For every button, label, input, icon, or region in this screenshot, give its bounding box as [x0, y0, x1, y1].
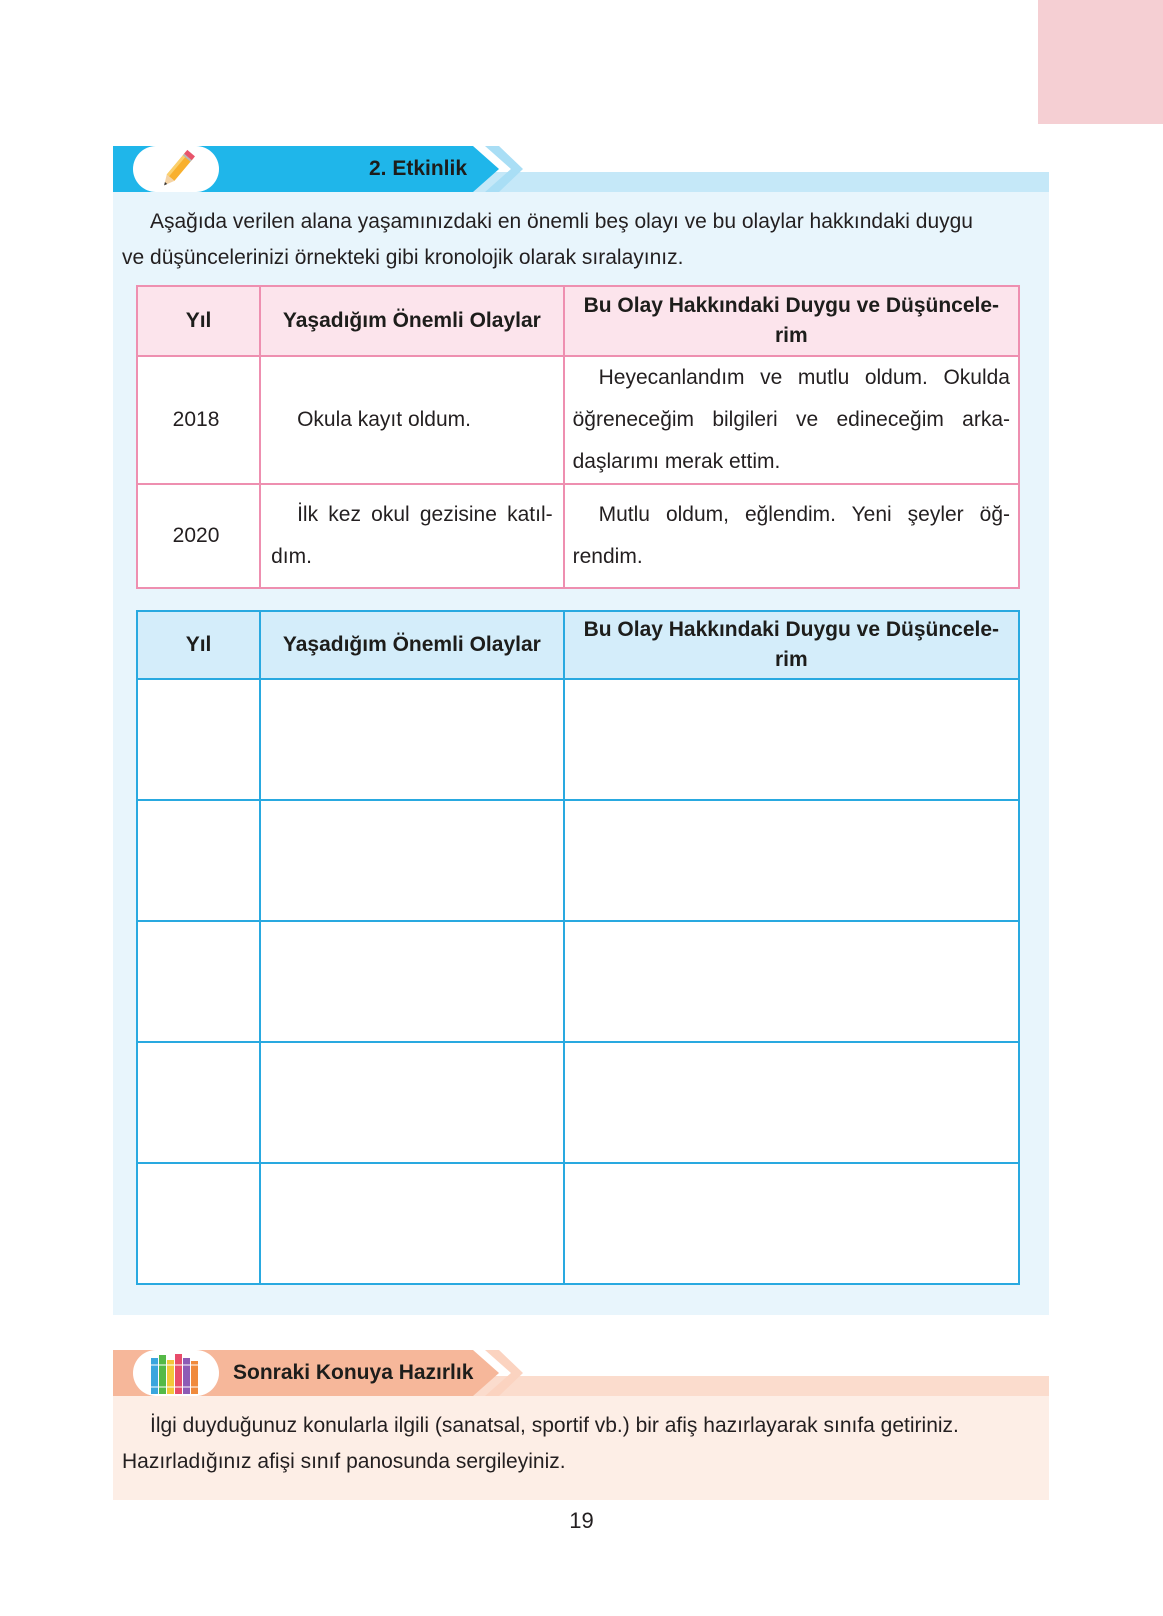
books-icon	[147, 1352, 205, 1396]
event-cell	[260, 484, 564, 588]
activity-banner	[113, 146, 523, 192]
answer-event-cell[interactable]	[260, 800, 564, 921]
answer-row	[137, 1163, 1019, 1284]
pencil-badge	[133, 146, 219, 192]
thought-text: Mutlu oldum, eğlendim. Yeni şeyler öğ-rendim.	[572, 503, 1010, 568]
answer-year-cell[interactable]	[137, 1042, 260, 1163]
page-number: 19	[569, 1508, 594, 1533]
answer-thought-cell[interactable]	[564, 921, 1019, 1042]
year-cell: 2018	[137, 356, 260, 484]
activity-title: 2. Etkinlik	[368, 157, 468, 180]
answer-event-cell[interactable]	[260, 921, 564, 1042]
instructions-line-1: Aşağıda verilen alana yaşamınızdaki en önemli beş olayı ve bu olaylar hakkındaki duygu	[150, 210, 973, 233]
example-table-header	[137, 286, 1019, 356]
answer-row	[137, 679, 1019, 800]
answer-event-cell[interactable]	[260, 1042, 564, 1163]
event-text: İlk kez okul gezisine katıl-dım.	[271, 503, 553, 568]
next-topic-banner	[113, 1350, 523, 1396]
answer-thought-cell[interactable]	[564, 1042, 1019, 1163]
answer-row	[137, 1042, 1019, 1163]
answer-row	[137, 921, 1019, 1042]
example-table	[136, 285, 1020, 589]
corner-tab	[1038, 0, 1163, 124]
header-thoughts: Bu Olay Hakkındaki Duygu ve Düşüncele-rim	[564, 611, 1019, 679]
next-topic-line-1: İlgi duyduğunuz konularla ilgili (sanatsal, sportif vb.) bir afiş hazırlayarak sınıfa getiriniz.	[150, 1414, 959, 1437]
answer-year-cell[interactable]	[137, 921, 260, 1042]
header-year: Yıl	[137, 286, 260, 356]
table-row	[137, 356, 1019, 484]
answer-table-header	[137, 611, 1019, 679]
answer-thought-cell[interactable]	[564, 800, 1019, 921]
answer-event-cell[interactable]	[260, 679, 564, 800]
answer-year-cell[interactable]	[137, 800, 260, 921]
answer-row	[137, 800, 1019, 921]
answer-year-cell[interactable]	[137, 679, 260, 800]
answer-thought-cell[interactable]	[564, 1163, 1019, 1284]
pencil-icon	[155, 148, 199, 192]
books-badge	[133, 1350, 219, 1396]
answer-year-cell[interactable]	[137, 1163, 260, 1284]
thought-cell	[564, 484, 1019, 588]
next-topic-text	[122, 1408, 1042, 1480]
answer-table	[136, 610, 1020, 1285]
answer-event-cell[interactable]	[260, 1163, 564, 1284]
header-thoughts: Bu Olay Hakkındaki Duygu ve Düşüncele-rim	[564, 286, 1019, 356]
next-topic-line-2: Hazırladığınız afişi sınıf panosunda sergileyiniz.	[122, 1450, 566, 1473]
year-cell: 2020	[137, 484, 260, 588]
instructions-line-2: ve düşüncelerinizi örnekteki gibi kronolojik olarak sıralayınız.	[122, 246, 684, 269]
table-row	[137, 484, 1019, 588]
header-year: Yıl	[137, 611, 260, 679]
answer-thought-cell[interactable]	[564, 679, 1019, 800]
next-topic-title: Sonraki Konuya Hazırlık	[233, 1361, 474, 1384]
activity-instructions	[122, 204, 1042, 276]
event-cell: Okula kayıt oldum.	[260, 356, 564, 484]
header-events: Yaşadığım Önemli Olaylar	[260, 611, 564, 679]
thought-cell	[564, 356, 1019, 484]
header-events: Yaşadığım Önemli Olaylar	[260, 286, 564, 356]
thought-text: Heyecanlandım ve mutlu oldum. Okulda öğreneceğim bilgileri ve edineceğim arka-daşlarımı merak ettim.	[572, 366, 1010, 473]
